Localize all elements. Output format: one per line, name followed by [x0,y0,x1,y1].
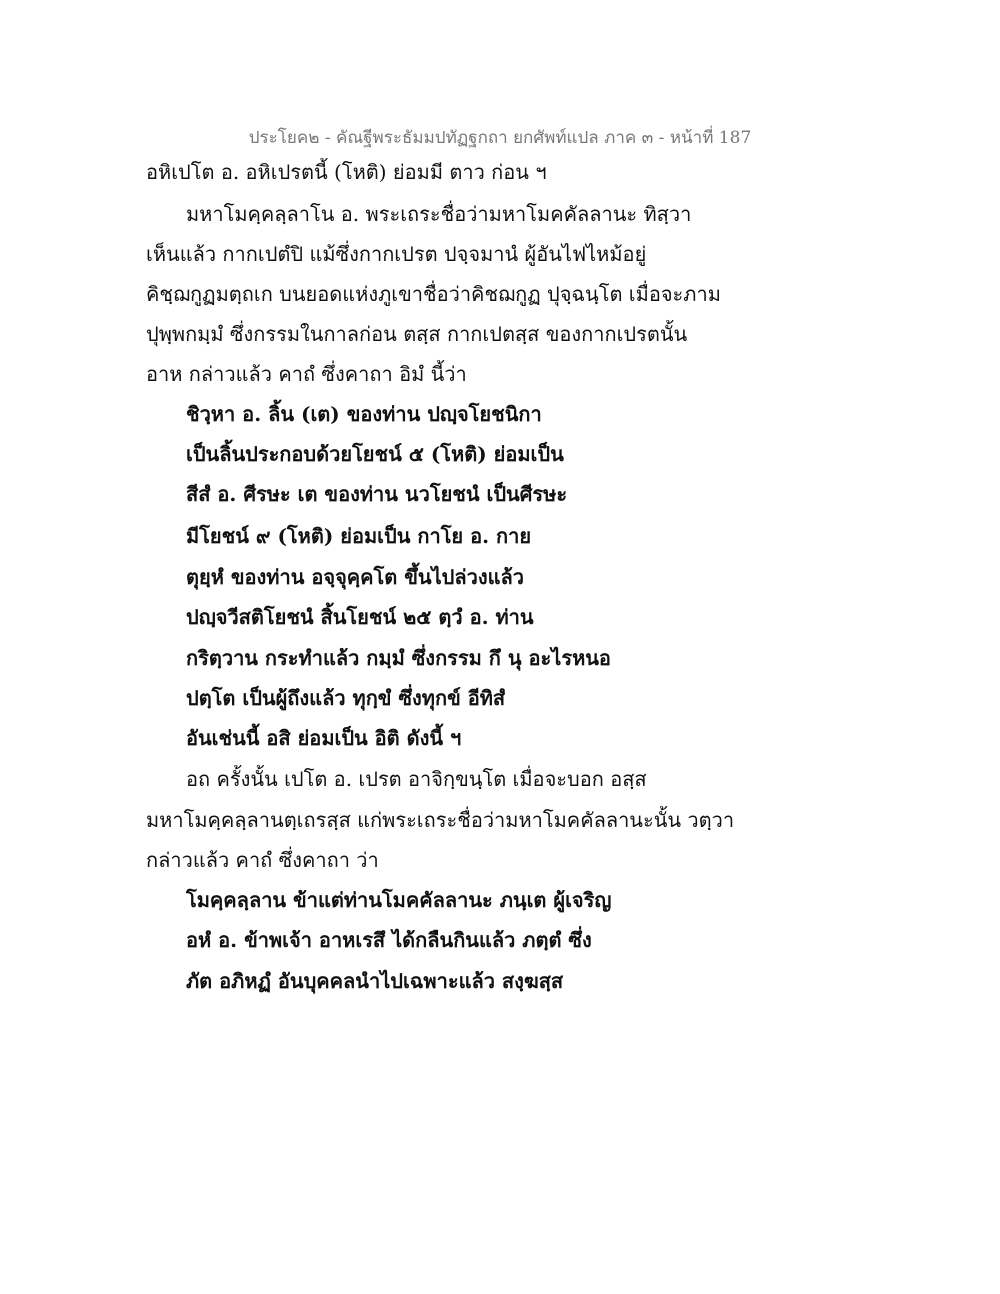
verse-line: มีโยชน์ ๙ (โหติ) ย่อมเป็น กาโย อ. กาย [186,524,532,548]
verse-line: ชิวฺหา อ. ลิ้น (เต) ของท่าน ปญฺจโยชนิกา [186,402,542,426]
text-line: อาห กล่าวแล้ว คาถํ ซึ่งคาถา อิมํ นี้ว่า [146,362,467,386]
verse-line: โมคฺคลฺลาน ข้าแต่ท่านโมคคัลลานะ ภนฺเต ผู้เจริญ [186,888,612,912]
verse-line: เป็นลิ้นประกอบด้วยโยชน์ ๕ (โหติ) ย่อมเป็น [186,442,564,466]
verse-line: สีสํ อ. ศีรษะ เต ของท่าน นวโยชนํ เป็นศีรษะ [186,482,568,506]
text-line: มหาโมคฺคลฺลานตฺเถรสฺส แก่พระเถระชื่อว่ามหาโมคคัลลานะนั้น วตฺวา [146,808,735,832]
text-line: อถ ครั้งนั้น เปโต อ. เปรต อาจิกฺขนฺโต เมื่อจะบอก อสฺส [186,767,647,791]
text-line: กล่าวแล้ว คาถํ ซึ่งคาถา ว่า [146,848,379,872]
text-line: เห็นแล้ว กากเปตํปิ แม้ซึ่งกากเปรต ปจฺจมานํ ผู้อันไฟไหม้อยู่ [146,242,647,266]
verse-line: ปตฺโต เป็นผู้ถึงแล้ว ทุกฺขํ ซึ่งทุกข์ อีทิสํ [186,686,506,710]
text-line: อหิเปโต อ. อหิเปรตนี้ (โหติ) ย่อมมี ตาว ก่อน ฯ [146,160,547,184]
verse-line: อันเช่นนี้ อสิ ย่อมเป็น อิติ ดังนี้ ฯ [186,726,462,750]
verse-line: ปญฺจวีสติโยชนํ สิ้นโยชน์ ๒๕ ตฺวํ อ. ท่าน [186,605,534,629]
verse-line: ตุยฺหํ ของท่าน อจฺจุคฺคโต ขึ้นไปล่วงแล้ว [186,565,524,589]
page-header: ประโยค๒ - คัณฐีพระธัมมปทัฏฐกถา ยกศัพท์แปล ภาค ๓ - หน้าที่ 187 [248,128,752,148]
text-line: มหาโมคฺคลฺลาโน อ. พระเถระชื่อว่ามหาโมคคัลลานะ ทิสฺวา [186,202,692,226]
verse-line: กริตฺวาน กระทำแล้ว กมฺมํ ซึ่งกรรม กึ นุ อะไรหนอ [186,646,611,670]
text-line: คิชฺฌกูฏมตฺถเก บนยอดแห่งภูเขาชื่อว่าคิชฌกูฏ ปุจฺฉนฺโต เมื่อจะภาม [146,282,721,306]
text-line: ปุพฺพกมฺมํ ซึ่งกรรมในกาลก่อน ตสฺส กากเปตสฺส ของกากเปรตนั้น [146,322,688,346]
verse-line: อหํ อ. ข้าพเจ้า อาหเรสึ ได้กลืนกินแล้ว ภตฺตํ ซึ่ง [186,928,592,952]
verse-line: ภัต อภิหฏํ อันบุคคลนำไปเฉพาะแล้ว สงฺฆสฺส [186,969,564,993]
